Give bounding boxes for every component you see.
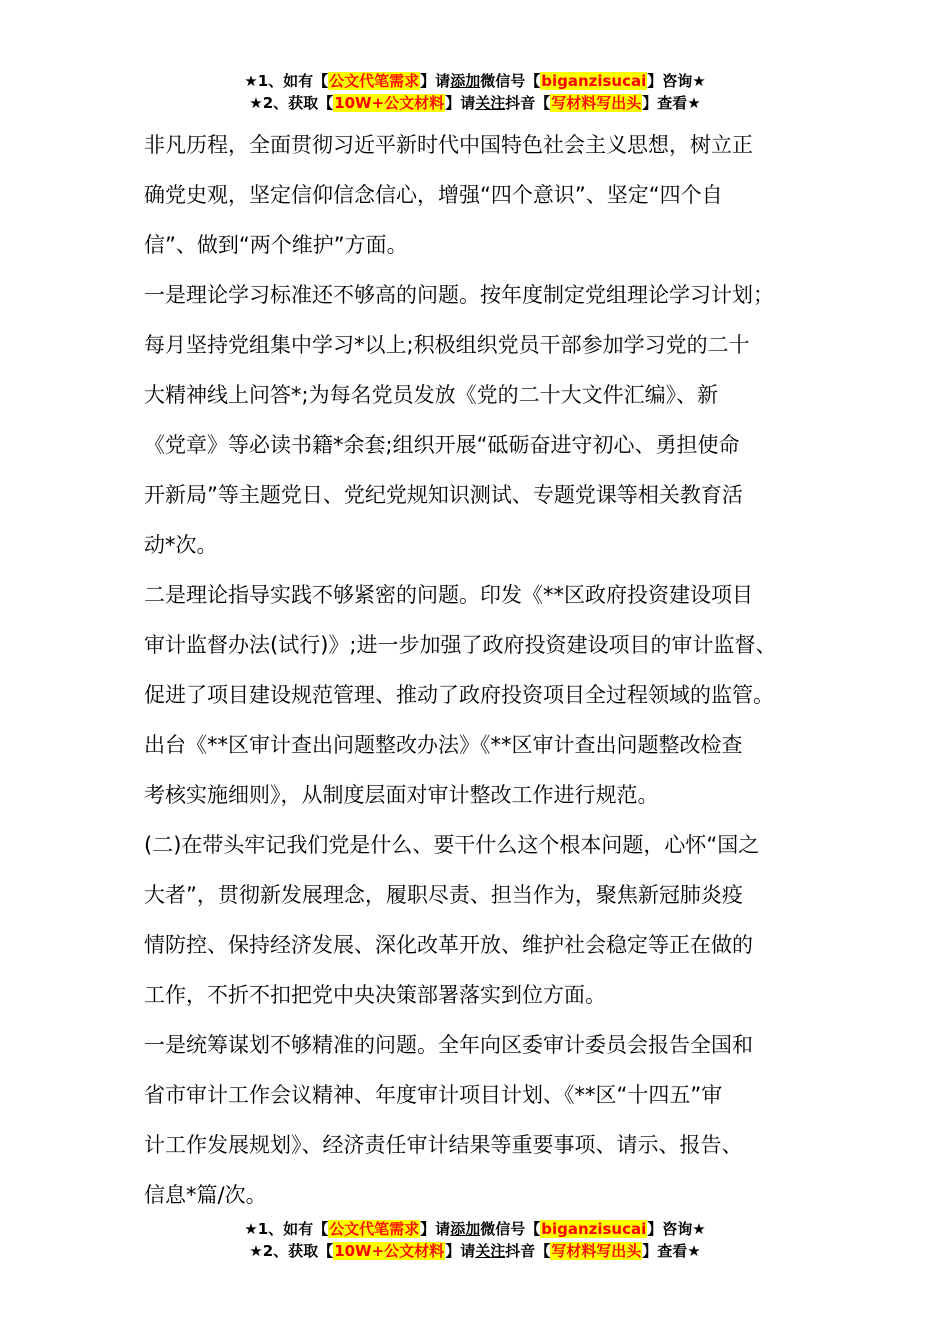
body-line: 工作，不折不扣把党中央决策部署落实到位方面。 <box>144 983 606 1007</box>
banner-highlight: 公文代笔需求 <box>329 1220 420 1238</box>
body-line: 大精神线上问答*;为每名党员发放《党的二十大文件汇编》、新 <box>144 383 719 407</box>
banner-highlight: 10W+公文材料 <box>334 1242 445 1260</box>
banner-highlight: 10W+公文材料 <box>334 94 445 112</box>
body-line: 审计监督办法(试行)》;进一步加强了政府投资建设项目的审计监督、 <box>144 633 777 657</box>
banner-line-1 <box>0 1218 950 1240</box>
banner-text: 】请 <box>420 1220 451 1238</box>
banner-text: 抖音【 <box>505 94 551 112</box>
banner-line-2 <box>0 1240 950 1262</box>
banner-text: 】请 <box>445 94 476 112</box>
banner-text: 微信号【 <box>480 1220 541 1238</box>
banner-underlined-text: 关注 <box>475 1242 506 1260</box>
body-line: 出台《**区审计查出问题整改办法》《**区审计查出问题整改检查 <box>144 733 743 757</box>
banner-text: ★2、获取【 <box>249 1242 334 1260</box>
document-body <box>144 120 824 1220</box>
banner-highlight-douyin: 写材料写出头 <box>551 94 642 112</box>
body-line: 开新局”等主题党日、党纪党规知识测试、专题党课等相关教育活 <box>144 483 743 507</box>
banner-text: 】查看★ <box>642 1242 701 1260</box>
body-line: 《党章》等必读书籍*余套;组织开展“砥砺奋进守初心、勇担使命 <box>144 433 740 457</box>
banner-text: 】咨询★ <box>647 72 706 90</box>
body-line: 非凡历程，全面贯彻习近平新时代中国特色社会主义思想，树立正 <box>144 133 753 157</box>
body-line: 信息*篇/次。 <box>144 1183 267 1207</box>
body-line: 动*次。 <box>144 533 218 557</box>
body-line: 确党史观，坚定信仰信念信心，增强“四个意识”、坚定“四个自 <box>144 183 723 207</box>
banner-text: 】请 <box>420 72 451 90</box>
banner-text: 】请 <box>445 1242 476 1260</box>
body-line: 一是统筹谋划不够精准的问题。全年向区委审计委员会报告全国和 <box>144 1033 753 1057</box>
body-line: 信”、做到“两个维护”方面。 <box>144 233 408 257</box>
banner-text: ★2、获取【 <box>249 94 334 112</box>
banner-underlined-text: 添加 <box>450 72 481 90</box>
body-line: 省市审计工作会议精神、年度审计项目计划、《**区“十四五”审 <box>144 1083 723 1107</box>
banner-text: 】咨询★ <box>647 1220 706 1238</box>
body-line: (二)在带头牢记我们党是什么、要干什么这个根本问题，心怀“国之 <box>144 833 760 857</box>
banner-text: 抖音【 <box>505 1242 551 1260</box>
banner-underlined-text: 添加 <box>450 1220 481 1238</box>
body-line: 每月坚持党组集中学习*以上;积极组织党员干部参加学习党的二十 <box>144 333 750 357</box>
banner-highlight-douyin: 写材料写出头 <box>551 1242 642 1260</box>
body-line: 情防控、保持经济发展、深化改革开放、维护社会稳定等正在做的 <box>144 933 753 957</box>
body-line: 一是理论学习标准还不够高的问题。按年度制定党组理论学习计划； <box>144 283 774 307</box>
banner-highlight-wechat: biganzisucai <box>541 1220 647 1238</box>
body-line: 大者”，贯彻新发展理念，履职尽责、担当作为，聚焦新冠肺炎疫 <box>144 883 743 907</box>
banner-text: ★1、如有【 <box>244 1220 329 1238</box>
banner-line-2 <box>0 92 950 114</box>
banner-line-1 <box>0 70 950 92</box>
banner-underlined-text: 关注 <box>475 94 506 112</box>
banner-highlight: 公文代笔需求 <box>329 72 420 90</box>
body-line: 考核实施细则》，从制度层面对审计整改工作进行规范。 <box>144 783 659 807</box>
body-line: 二是理论指导实践不够紧密的问题。印发《**区政府投资建设项目 <box>144 583 753 607</box>
banner-text: ★1、如有【 <box>244 72 329 90</box>
banner-text: 微信号【 <box>480 72 541 90</box>
body-line: 计工作发展规划》、经济责任审计结果等重要事项、请示、报告、 <box>144 1133 743 1157</box>
footer-banner <box>0 1218 950 1262</box>
header-banner <box>0 70 950 114</box>
banner-highlight-wechat: biganzisucai <box>541 72 647 90</box>
banner-text: 】查看★ <box>642 94 701 112</box>
body-line: 促进了项目建设规范管理、推动了政府投资项目全过程领域的监管。 <box>144 683 774 707</box>
